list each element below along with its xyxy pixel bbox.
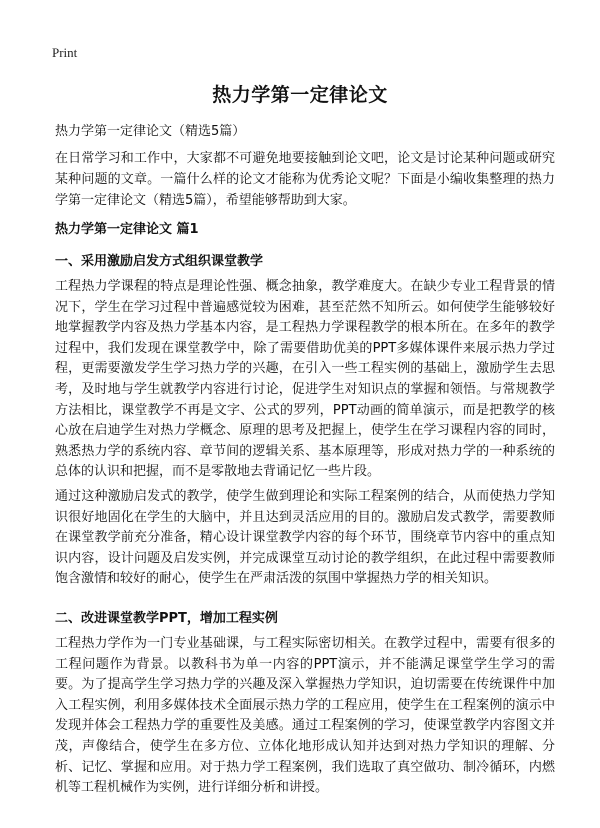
body-paragraph-1: 工程热力学课程的特点是理论性强、概念抽象，教学难度大。在缺少专业工程背景的情况下，学生在学习过程中普遍感觉较为困难，甚至茫然不知所云。如何使学生能够较好地掌握教学内容及热力学基本内容，是工程热力学课程教学的根本所在。在多年的教学过程中，我们发现在课堂教学中，除了需要借助优美的PPT多媒体课件来展示热力学过程，更需要激发学生学习热力学的兴趣，在引入一些工程实例的基础上，激励学生去思考，及时地与学生就教学内容进行讨论，促进学生对知识点的掌握和领悟。与常规教学方法相比，课堂教学不再是文字、公式的罗列，PPT动画的简单演示，而是把教学的核心放在启迪学生对热力学概念、原理的思考及把握上，使学生在学习课程内容的同时，熟悉热力学的系统内容、章节间的逻辑关系、基本原理等，形成对热力学的一种系统的总体的认识和把握，而不是零散地去背诵记忆一些片段。	[55, 279, 555, 480]
print-link[interactable]: Print	[52, 45, 78, 60]
page-title: 热力学第一定律论文	[212, 84, 388, 106]
body-paragraph-2: 通过这种激励启发式的教学，使学生做到理论和实际工程案例的结合，从而使热力学知识很好地固化在学生的大脑中，并且达到灵活应用的目的。激励启发式教学，需要教师在课堂教学前充分准备，精心设计课堂教学内容的每个环节，围绕章节内容中的重点知识内容，设计问题及启发实例，并完成课堂互动讨论的教学组织，在此过程中需要教师饱含激情和较好的耐心，使学生在严肃活泼的氛围中掌握热力学的相关知识。	[55, 489, 555, 587]
body-paragraph-3: 工程热力学作为一门专业基础课，与工程实际密切相关。在教学过程中，需要有很多的工程问题作为背景。以教科书为单一内容的PPT演示，并不能满足课堂学生学习的需要。为了提高学生学习热力学的兴趣及深入掌握热力学知识，迫切需要在传统课件中加入工程实例，利用多媒体技术全面展示热力学的工程应用，使学生在工程案例的演示中发现并体会工程热力学的重要性及美感。通过工程案例的学习，使课堂教学内容图文并茂，声像结合，使学生在多方位、立体化地形成认知并达到对热力学知识的理解、分析、记忆、掌握和应用。对于热力学工程案例，我们选取了真空做功、制冷循环，内燃机等工程机械作为实例，进行详细分析和讲授。	[55, 636, 555, 796]
heading-2: 二、改进课堂教学PPT，增加工程实例	[55, 611, 278, 626]
heading-1: 一、采用激励启发方式组织课堂教学	[55, 254, 264, 269]
intro-paragraph: 在日常学习和工作中，大家都不可避免地要接触到论文吧，论文是讨论某种问题或研究某种问题的文章。一篇什么样的论文才能称为优秀论文呢？下面是小编收集整理的热力学第一定律论文（精选5篇），希望能够帮助到大家。	[55, 151, 555, 208]
document-subtitle: 热力学第一定律论文（精选5篇）	[55, 124, 246, 139]
section-title: 热力学第一定律论文 篇1	[55, 222, 199, 237]
